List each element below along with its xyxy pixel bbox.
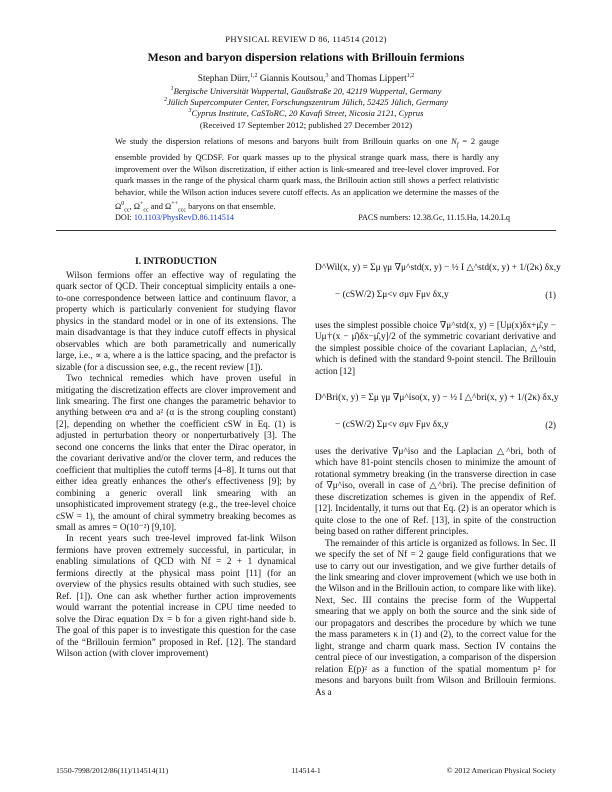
equation-1-line-1: D^Wil(x, y) = Σμ γμ ∇μ^std(x, y) − ½ I △^std(x, y) + 1/(2κ) δx,y bbox=[315, 263, 561, 273]
paper-title: Meson and baryon dispersion relations with Brillouin fermions bbox=[147, 50, 465, 64]
paragraph: Two technical remedies which have proven useful in mitigating the discretization effects are clover improvement and link smearing. The first one changes the parametric behavior to anything between αⁿa and a² (α is the strong coupling constant) [2], depending on whether the coefficient cSW in Eq. (1) is adjusted in perturbation theory or nonperturbatively [3]. The second one concerns the links that enter the Dirac operator, in the covariant derivative and/or the clover term, and reduces the coefficient that multiplies the cutoff terms [4–8]. It turns out that either idea greatly enhances the other's effectiveness [9]; by combining a generic overall link smearing with an unsophisticated improvement strategy (e.g., the tree-level choice cSW = 1), the amount of chiral symmetry breaking becomes as small as amres = O(10⁻²) [9,10]. bbox=[56, 373, 296, 532]
right-column-lower bbox=[315, 446, 556, 698]
received-dates: (Received 17 September 2012; published 27 December 2012) bbox=[199, 120, 413, 130]
footer-copyright: © 2012 American Physical Society bbox=[446, 766, 556, 775]
doi-link[interactable]: 10.1103/PhysRevD.86.114514 bbox=[133, 213, 235, 222]
affiliation-3: $^3$Cyprus Institute, CaSToRC, 20 Kavafi Street, Nicosia 2121, Cyprus bbox=[188, 108, 424, 118]
journal-header: PHYSICAL REVIEW D 86, 114514 (2012) bbox=[225, 34, 387, 44]
paragraph: uses the derivative ∇μ^iso and the Laplacian △^bri, both of which have 81-point stencils chosen to minimize the amount of rotational symmetry breaking (in the transverse direction in case of ∇μ^iso, overall in case of △^bri). The precise definition of these discretization schemes is given in the appendix of Ref. [12]. Incidentally, it turns out that Eq. (2) is an operator which is quite close to the one of Ref. [13], in spite of the construction being based on rather different principles. bbox=[315, 446, 556, 537]
paragraph: In recent years such tree-level improved fat-link Wilson fermions have proven extremely successful, in particular, in enabling simulations of QCD with Nf = 2 + 1 dynamical fermions directly at the physical mass point [11] (for an overview of the physics results obtained with such studies, see Ref. [1]). One can ask whether further action improvements would warrant the potential increase in CPU time needed to solve the Dirac equation Dx = b for a given right-hand side b. The goal of this paper is to investigate this question for the case of the “Brillouin fermion” proposed in Ref. [12]. The standard Wilson action (with clover improvement) bbox=[56, 533, 296, 658]
equation-2-number: (2) bbox=[545, 420, 556, 430]
paragraph: uses the simplest possible choice ∇μ^std(x, y) = [Uμ(x)δx+μ̂,y − Uμ†(x − μ̂)δx−μ̂,y]/2 of the symmetric covariant derivative and the simplest possible choice of the covariant Laplacian, △^std, which is defined with the standard 9-point stencil. The Brillouin action [12] bbox=[315, 320, 556, 376]
equation-2-line-2: − (cSW/2) Σμ<ν σμν Fμν δx,y bbox=[335, 420, 449, 430]
header-divider bbox=[56, 230, 556, 231]
paragraph: Wilson fermions offer an effective way of regulating the quark sector of QCD. Their conceptual simplicity entails a one-to-one correspondence between lattice and continuum flavor, a property which is particularly convenient for studying flavor physics in the standard model or in one of its extensions. The main disadvantage is that they induce cutoff effects in physical observables which are both parametrically and numerically large, i.e., ∝ a, where a is the lattice spacing, and the prefactor is sizable (for a discussion see, e.g., the recent review [1]). bbox=[56, 270, 296, 372]
pacs-numbers: PACS numbers: 12.38.Gc, 11.15.Ha, 14.20.Lq bbox=[358, 213, 510, 222]
section-title: I. INTRODUCTION bbox=[135, 256, 217, 266]
footer-page-number: 114514-1 bbox=[291, 766, 321, 775]
doi-line bbox=[115, 213, 234, 222]
left-column bbox=[56, 270, 296, 659]
equation-2-line-1: D^Bri(x, y) = Σμ γμ ∇μ^iso(x, y) − ½ I △^bri(x, y) + 1/(2κ) δx,y bbox=[315, 393, 559, 403]
abstract: We study the dispersion relations of mesons and baryons built from Brillouin quarks on one $N_f = 2$ gauge ensemble provided by QCDSF. For quark masses up to the physical strange quark mass, there is hardly any improvement over the Wilson discretization, if either action is link-smeared and tree-level clover improved. For quark masses in the range of the physical charm quark mass, the Brillouin action still shows a perfect relativistic behavior, while the Wilson action induces severe cutoff effects. As an application we determine the masses of the $\Omega^0_{cc}$, $\Omega^+_{cc}$ and $\Omega^{++}_{ccc}$ baryons on that ensemble. bbox=[115, 137, 499, 214]
equation-1-line-2: − (cSW/2) Σμ<ν σμν Fμν δx,y bbox=[335, 290, 449, 300]
author-list: Stephan Dürr,$^{1,2}$ Giannis Koutsou,$^3$ and Thomas Lippert$^{1,2}$ bbox=[197, 73, 415, 85]
doi-label: DOI: bbox=[115, 213, 132, 222]
equation-1-number: (1) bbox=[545, 290, 556, 300]
right-column-mid bbox=[315, 320, 556, 377]
affiliation-2: $^2$Jülich Supercomputer Center, Forschungszentrum Jülich, 52425 Jülich, Germany bbox=[164, 97, 448, 107]
footer-issn: 1550-7998/2012/86(11)/114514(11) bbox=[56, 766, 169, 775]
affiliation-1: $^1$Bergische Universität Wuppertal, Gaußstraße 20, 42119 Wuppertal, Germany bbox=[170, 86, 442, 96]
paragraph: The remainder of this article is organized as follows. In Sec. II we specify the set of Nf = 2 gauge field configurations that we use to carry out our investigation, and we give further details of the link smearing and clover improvement (which we use both in the Wilson and in the Brillouin action, to compare like with like). Next, Sec. III contains the precise form of the Wuppertal smearing that we apply on both the source and the sink side of our propagators and describes the procedure by which we tune the mass parameters κ in (1) and (2), to the correct value for the light, strange and charm quark mass. Section IV contains the central piece of our investigation, a comparison of the dispersion relation E(p)² as a function of the spatial momentum p² for mesons and baryons built from Wilson and Brillouin fermions. As a bbox=[315, 537, 556, 697]
